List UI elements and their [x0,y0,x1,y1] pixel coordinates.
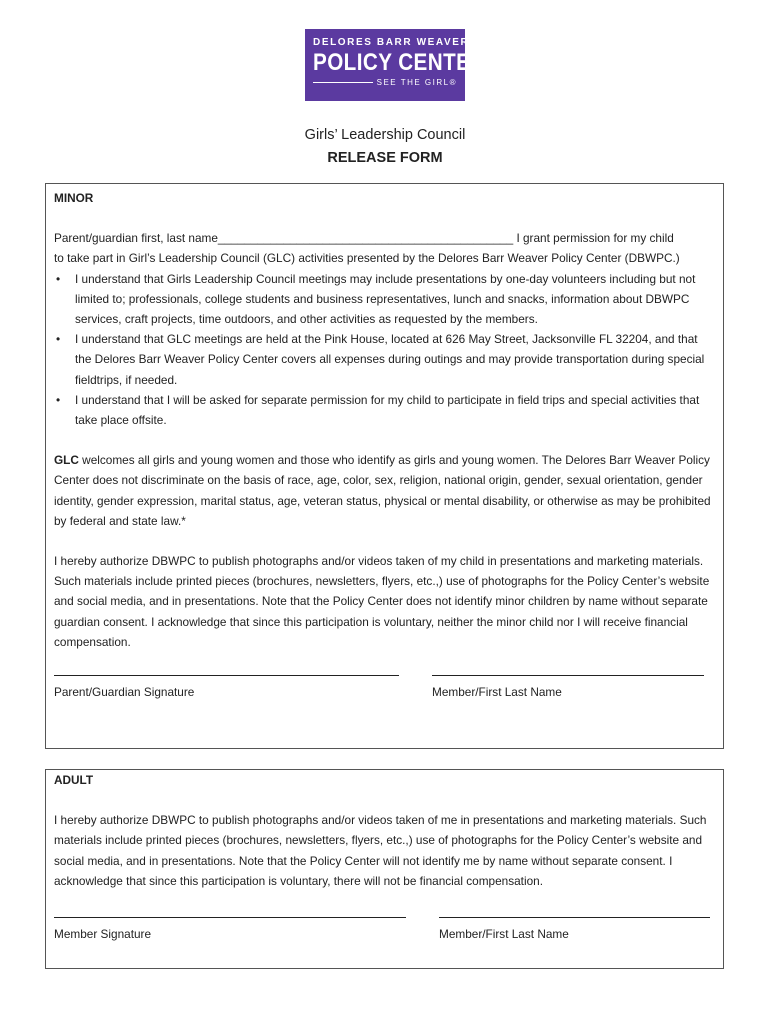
form-subtitle: RELEASE FORM [327,150,443,166]
policy-center-logo [305,29,486,101]
signature-line [54,917,406,918]
non-discrimination-paragraph: GLC welcomes all girls and young women and those who identify as girls and young women. The Delores Barr Weaver Policy Center does not discriminate on the basis of race, age, color, sex, religion, national origin, gender, sexual orientation, gender identity, gender expression, marital status, age, veteran status, physical or mental disability, or otherwise as may be prohibited by federal and state law.* [54,453,711,528]
adult-member-name-label: Member/First Last Name [439,927,569,941]
signature-line [54,675,399,676]
logo-main-text: POLICY CENTER [313,49,486,76]
member-name-field[interactable] [432,661,704,702]
minor-intro-line-1: Parent/guardian first, last name_____________________________________________ I grant permission for my child [54,231,674,246]
minor-heading: MINOR [54,191,94,205]
minor-signature-row [54,661,715,705]
minor-intro-line-2: to take part in Girl’s Leadership Council (GLC) activities presented by the Delores Barr Weaver Policy Center (DBWPC.) [54,251,680,266]
adult-member-name-field[interactable] [439,903,710,944]
signature-line [439,917,710,918]
logo-top-line: DELORES BARR WEAVER [313,37,470,48]
list-item: • I understand that I will be asked for separate permission for my child to participate in field trips and special activities that take place offsite. [56,392,700,428]
member-signature-field[interactable] [54,903,406,944]
parent-signature-label: Parent/Guardian Signature [54,685,195,699]
adult-authorization-paragraph: I hereby authorize DBWPC to publish photographs and/or videos taken of me in presentations and marketing materials. Such materials include printed pieces (brochures, newsletters, flyers, etc.,) use of photographs for the Policy Center’s website and social media, and in presentations. Note that the Policy Center will not identify me by name without separate consent. I acknowledge that since this participation is voluntary, there will not be financial compensation. [54,813,707,888]
member-name-label: Member/First Last Name [432,685,562,699]
parent-signature-field[interactable] [54,661,399,702]
member-signature-label: Member Signature [54,927,152,941]
adult-section [45,769,724,969]
page-title: Girls’ Leadership Council [304,127,466,143]
signature-line [432,675,704,676]
minor-section [45,183,724,749]
adult-heading: ADULT [54,773,94,787]
minor-bullet-list [54,269,717,431]
list-item: • I understand that GLC meetings are held at the Pink House, located at 626 May Street, Jacksonville FL 32204, and that the Delores Barr Weaver Policy Center covers all expenses during outings and may provide transportation during special fieldtrips, if needed. [56,332,705,387]
logo-tagline: SEE THE GIRL® [313,78,457,87]
list-item: • I understand that Girls Leadership Council meetings may include presentations by one-day volunteers including but not limited to; professionals, college students and business representatives, lunch and snacks, information about DBWPC services, craft projects, time outdoors, and other activities as requested by the members. [56,271,696,327]
minor-authorization-paragraph: I hereby authorize DBWPC to publish photographs and/or videos taken of my child in presentations and marketing materials. Such materials include printed pieces (brochures, newsletters, flyers, etc.,) use of photographs for the Policy Center’s website and social media, and in presentations. Note that the Policy Center does not identify minor children by name without separate guardian consent. I acknowledge that since this participation is voluntary, neither the minor child nor I will receive financial compensation. [54,554,710,649]
adult-signature-row [54,903,715,947]
